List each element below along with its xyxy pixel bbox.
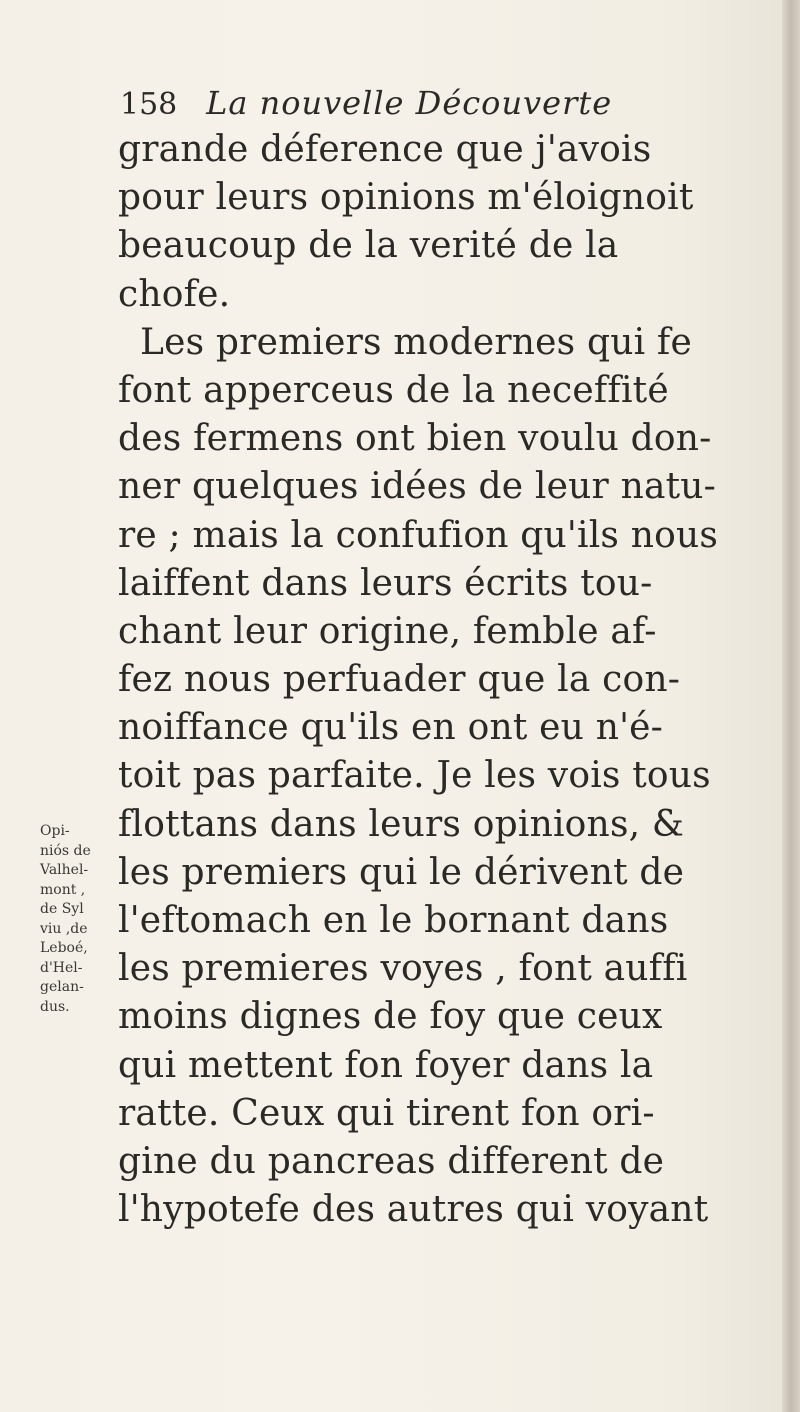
margin-note-line: niós de: [40, 842, 91, 859]
text-line: grande déference que j'avois: [118, 129, 652, 170]
text-line: re ; mais la confufion qu'ils nous: [118, 514, 719, 556]
margin-note-line: gelan-: [40, 979, 84, 995]
text-line: toit pas parfaite. Je les vois tous: [118, 755, 711, 797]
text-line: laiffent dans leurs écrits tou-: [118, 562, 653, 604]
margin-note-line: d'Hel-: [40, 959, 83, 976]
text-line: fez nous perfuader que la con-: [118, 659, 681, 701]
margin-note-line: dus.: [40, 998, 70, 1015]
text-line: l'hypotefe des autres qui voyant: [118, 1189, 709, 1231]
margin-note-line: viu ,de: [40, 920, 88, 937]
text-line: font apperceus de la neceffité: [118, 369, 669, 411]
margin-note-line: Leboé,: [40, 940, 88, 956]
text-line: ner quelques idées de leur natu-: [118, 466, 717, 508]
margin-note: [40, 822, 106, 1017]
text-line: moins dignes de foy que ceux: [118, 996, 663, 1038]
text-line: gine du pancreas different de: [118, 1140, 665, 1182]
body-text: [118, 126, 738, 1234]
margin-note-line: Opi-: [40, 823, 70, 839]
paragraph-start-line: Les premiers modernes qui fe: [140, 321, 692, 363]
text-line: qui mettent fon foyer dans la: [118, 1044, 654, 1086]
text-line: les premiers qui le dérivent de: [118, 851, 685, 893]
text-line: des fermens ont bien voulu don-: [118, 418, 712, 460]
text-line: ratte. Ceux qui tirent fon ori-: [118, 1092, 655, 1134]
text-line: chofe.: [118, 273, 231, 315]
text-line: les premieres voyes , font auffi: [118, 948, 688, 990]
running-title: La nouvelle Découverte: [206, 84, 613, 122]
margin-note-line: de Syl: [40, 901, 84, 917]
text-line: noiffance qu'ils en ont eu n'é-: [118, 707, 664, 749]
page-header: [120, 78, 680, 128]
text-line: pour leurs opinions m'éloignoit: [118, 177, 694, 219]
text-line: l'eftomach en le bornant dans: [118, 900, 669, 941]
margin-note-line: mont ,: [40, 881, 86, 898]
page-number: 158: [120, 87, 178, 122]
text-line: chant leur origine, femble af-: [118, 610, 657, 652]
text-line: beaucoup de la verité de la: [118, 225, 619, 267]
page-edge: [782, 0, 800, 1412]
text-line: flottans dans leurs opinions, &: [118, 803, 685, 845]
margin-note-line: Valhel-: [40, 862, 89, 878]
